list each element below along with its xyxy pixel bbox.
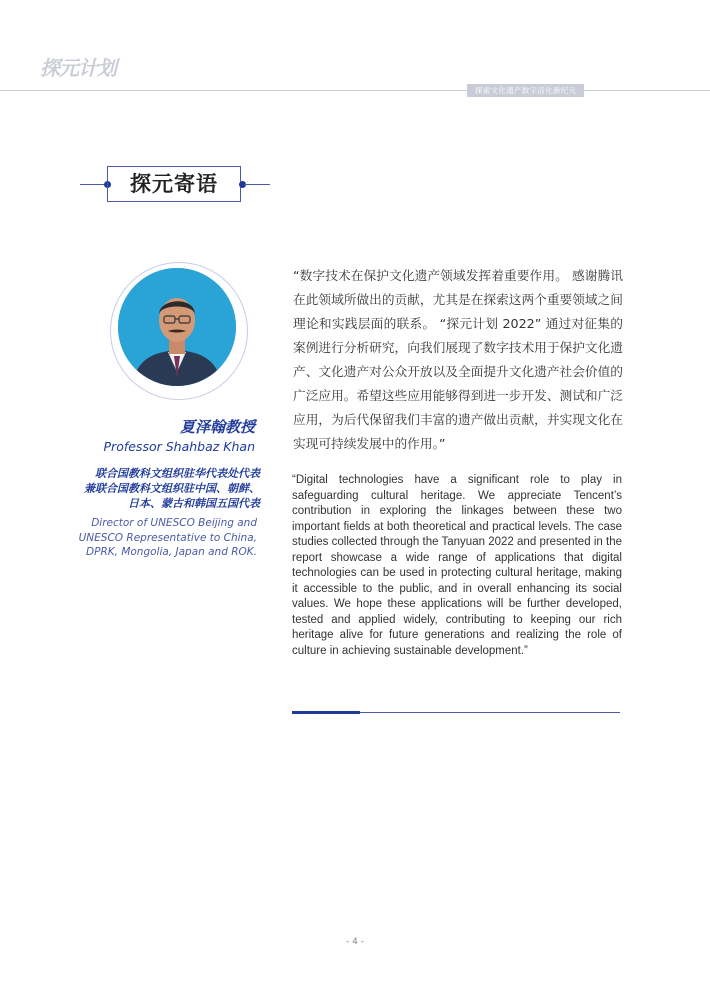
- title-en-line: DPRK, Mongolia, Japan and ROK.: [86, 546, 257, 558]
- logo: 探元计划: [40, 56, 116, 80]
- title-cn-line: 兼联合国教科文组织驻中国、朝鲜、: [84, 482, 260, 495]
- speaker-name-en: Professor Shahbaz Khan: [103, 439, 255, 454]
- quote-english: “Digital technologies have a significant role to play in safeguarding cultural heritage. We appreciate Tencent’s contribution in exploring the linkages between these two important fields at both theoretical and practical levels. The case studies collected through the Tanyuan 2022 and presented in the report showcase a wide range of applications that digital technologies can be used in protecting cultural heritage, making it accessible to the public, and in overall enhancing its social values. We hope these applications will be further developed, tested and applied widely, contributing to keeping our rich heritage alive for future generations and realizing the role of culture in achieving sustainable development.”: [292, 474, 622, 657]
- quote-chinese: “数字技术在保护文化遗产领域发挥着重要作用。 感谢腾讯在此领域所做出的贡献，尤其是在探索这两个重要领域之间理论和实践层面的联系。 “探元计划 2022” 通过对征集的案例进行分析研究，向我们展现了数字技术用于保护文化遗产、文化遗产对公众开放以及全面提升文化遗产社会价值的广泛应用。希望这些应用能够得到进一步开发、测试和广泛应用，为后代保留我们丰富的遗产做出贡献，并实现文化在实现可持续发展中的作用。”: [293, 268, 623, 451]
- header-divider: [0, 90, 710, 91]
- title-en-line: UNESCO Representative to China,: [78, 531, 257, 544]
- section-title-text: 探元寄语: [107, 166, 241, 202]
- quote-divider-accent: [292, 711, 360, 714]
- speaker-title-en: [60, 516, 257, 560]
- section-title: [80, 166, 270, 204]
- title-line-right: [244, 184, 270, 185]
- speaker-name-cn: 夏泽翰教授: [179, 418, 255, 436]
- title-line-left: [80, 184, 106, 185]
- title-cn-line: 联合国教科文组织驻华代表处代表: [95, 467, 260, 480]
- title-cn-line: 日本、蒙古和韩国五国代表: [128, 497, 260, 510]
- speaker-portrait: [118, 268, 236, 386]
- title-en-line: Director of UNESCO Beijing and: [91, 517, 257, 529]
- header-tag: 探索文化遗产数字活化新纪元: [467, 84, 584, 97]
- page-number: - 4 -: [346, 937, 364, 947]
- speaker-title-cn: [60, 466, 260, 511]
